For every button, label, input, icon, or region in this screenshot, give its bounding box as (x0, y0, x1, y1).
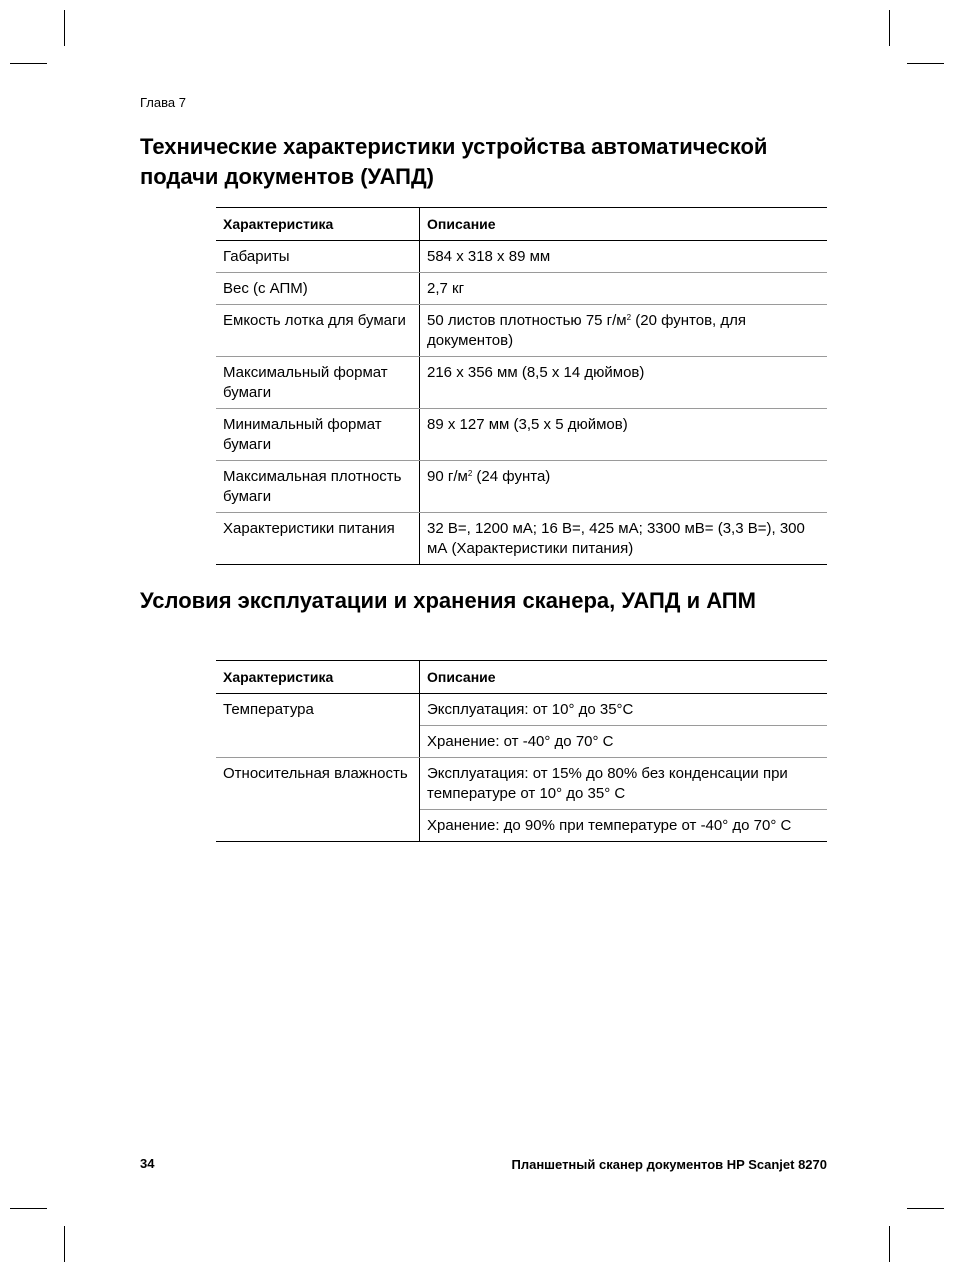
table-row (216, 273, 827, 305)
superscript: 2 (467, 469, 473, 478)
row-value: 89 x 127 мм (3,5 x 5 дюймов) (420, 409, 828, 461)
crop-mark (64, 10, 65, 46)
value-text: (24 фунта) (472, 468, 551, 485)
row-name: Емкость лотка для бумаги (216, 305, 420, 357)
table-row (216, 409, 827, 461)
table-header-row (216, 208, 827, 241)
chapter-label: Глава 7 (140, 95, 186, 110)
column-header-characteristic: Характеристика (216, 661, 420, 694)
row-value (420, 461, 828, 513)
row-value: Хранение: до 90% при температуре от -40° до 70° C (420, 810, 828, 842)
section-title-adf-specs: Технические характеристики устройства автоматической подачи документов (УАПД) (140, 134, 768, 189)
row-value: 32 В=, 1200 мА; 16 В=, 425 мА; 3300 мВ= (3,3 В=), 300 мА (Характеристики питания) (420, 513, 828, 565)
superscript: 2 (626, 313, 632, 322)
row-name: Минимальный формат бумаги (216, 409, 420, 461)
row-name: Вес (с АПМ) (216, 273, 420, 305)
crop-mark (907, 1208, 944, 1209)
column-header-description: Описание (420, 208, 828, 241)
crop-mark (889, 1226, 890, 1262)
table-row (216, 461, 827, 513)
environment-table (216, 660, 827, 842)
row-name: Максимальная плотность бумаги (216, 461, 420, 513)
crop-mark (10, 63, 47, 64)
row-value (420, 305, 828, 357)
column-header-description: Описание (420, 661, 828, 694)
row-name: Максимальный формат бумаги (216, 357, 420, 409)
page-number: 34 (140, 1156, 155, 1171)
table-row (216, 513, 827, 565)
row-name: Температура (216, 694, 420, 758)
row-value: 2,7 кг (420, 273, 828, 305)
footer-document-title: Планшетный сканер документов HP Scanjet 8270 (511, 1157, 827, 1172)
value-text: 50 листов плотностью 75 г/м (427, 312, 627, 329)
row-value: Эксплуатация: от 15% до 80% без конденсации при температуре от 10° до 35° C (420, 758, 828, 810)
adf-specs-table (216, 207, 827, 565)
table-row (216, 694, 827, 726)
crop-mark (10, 1208, 47, 1209)
row-value: Эксплуатация: от 10° до 35°C (420, 694, 828, 726)
row-value: Хранение: от -40° до 70° C (420, 726, 828, 758)
value-text: 90 г/м (427, 468, 468, 485)
crop-mark (64, 1226, 65, 1262)
table-row (216, 758, 827, 810)
row-name: Характеристики питания (216, 513, 420, 565)
section-title-environment: Условия эксплуатации и хранения сканера, УАПД и АПМ (140, 588, 756, 613)
table-row (216, 357, 827, 409)
table-row (216, 241, 827, 273)
table-header-row (216, 661, 827, 694)
table-row (216, 305, 827, 357)
column-header-characteristic: Характеристика (216, 208, 420, 241)
crop-mark (889, 10, 890, 46)
row-value: 584 x 318 x 89 мм (420, 241, 828, 273)
crop-mark (907, 63, 944, 64)
row-name: Габариты (216, 241, 420, 273)
row-name: Относительная влажность (216, 758, 420, 842)
row-value: 216 x 356 мм (8,5 x 14 дюймов) (420, 357, 828, 409)
value-text: (20 фунтов, для документов) (427, 312, 747, 349)
